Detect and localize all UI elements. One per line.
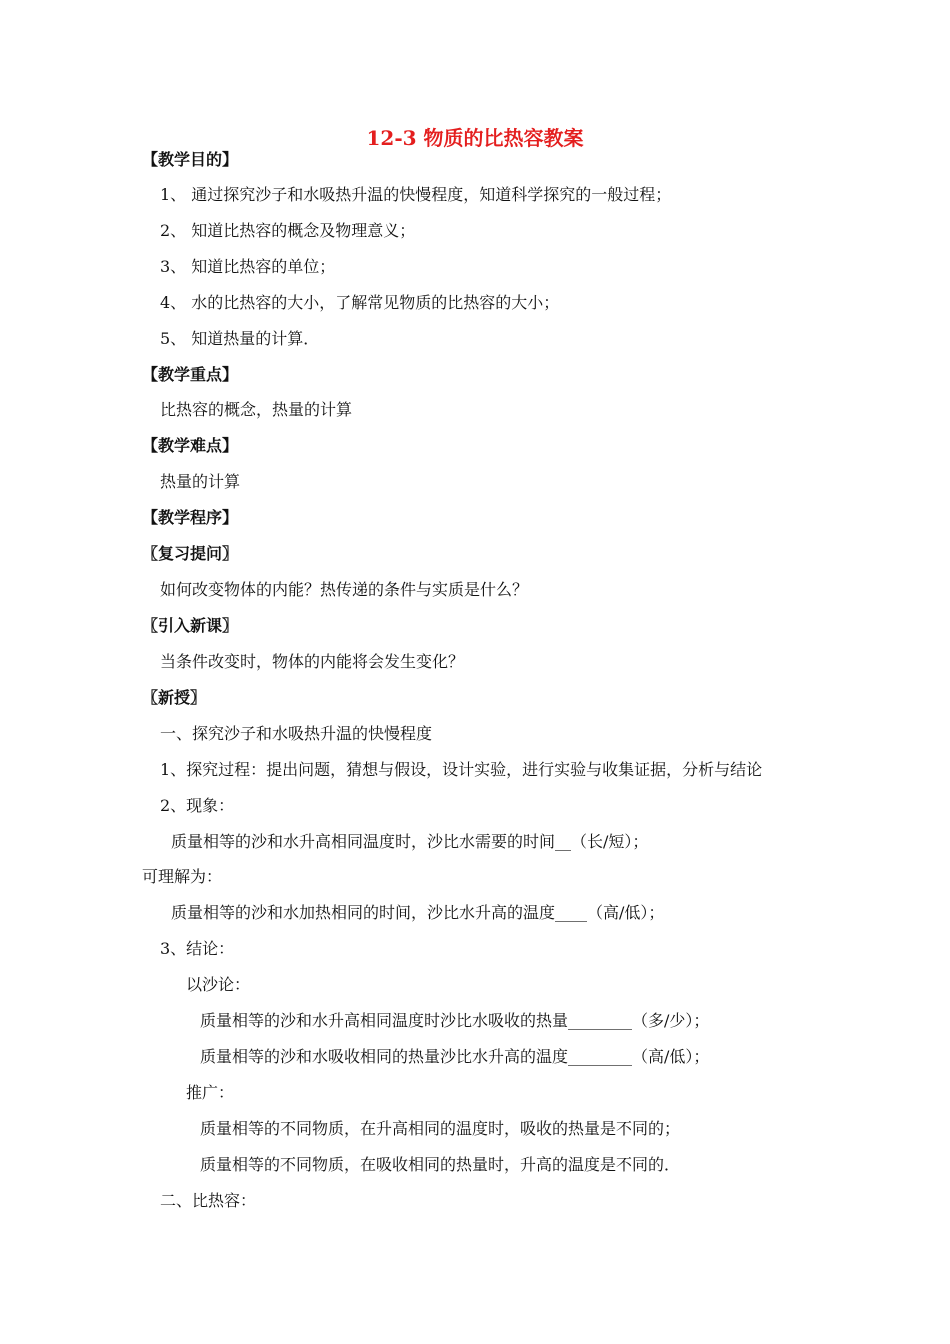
difficulty-heading: 【教学难点】 xyxy=(142,436,239,455)
conclusion-1-text: 质量相等的沙和水升高相同温度时沙比水吸收的热量________（多/少）； xyxy=(200,1011,710,1030)
new-lesson-heading: 〖新授〗 xyxy=(142,688,207,707)
goal-item-1: 1、 通过探究沙子和水吸热升温的快慢程度，知道科学探究的一般过程； xyxy=(160,185,672,204)
phenomenon-1-text: 质量相等的沙和水升高相同温度时，沙比水需要的时间__（长/短）； xyxy=(171,832,649,851)
review-heading: 〖复习提问〗 xyxy=(142,544,239,563)
generalization-2-text: 质量相等的不同物质，在吸收相同的热量时，升高的温度是不同的． xyxy=(200,1155,681,1174)
goal-item-4: 4、 水的比热容的大小，了解常见物质的比热容的大小； xyxy=(160,293,560,312)
review-text: 如何改变物体的内能？热传递的条件与实质是什么？ xyxy=(160,580,529,599)
phenomenon-2-text: 质量相等的沙和水加热相同的时间，沙比水升高的温度____（高/低）； xyxy=(171,903,665,922)
key-text: 比热容的概念，热量的计算 xyxy=(160,400,353,419)
procedure-heading: 【教学程序】 xyxy=(142,508,239,527)
conclusion-2-text: 质量相等的沙和水吸收相同的热量沙比水升高的温度________（高/低）； xyxy=(200,1047,710,1066)
step-2-text: 2、现象： xyxy=(160,796,235,815)
step-1-text: 1、探究过程：提出问题，猜想与假设，设计实验，进行实验与收集证据，分析与结论 xyxy=(160,760,763,779)
section-1-heading: 一、探究沙子和水吸热升温的快慢程度 xyxy=(160,724,433,743)
intro-text: 当条件改变时，物体的内能将会发生变化？ xyxy=(160,652,465,671)
intro-heading: 〖引入新课〗 xyxy=(142,616,239,635)
goal-item-5: 5、 知道热量的计算． xyxy=(160,329,320,348)
sand-conclusion-heading: 以沙论： xyxy=(186,975,251,994)
understand-label: 可理解为： xyxy=(142,867,223,886)
goal-item-2: 2、 知道比热容的概念及物理意义； xyxy=(160,221,416,240)
difficulty-text: 热量的计算 xyxy=(160,472,241,491)
generalization-1-text: 质量相等的不同物质，在升高相同的温度时，吸收的热量是不同的； xyxy=(200,1119,681,1138)
step-3-text: 3、结论： xyxy=(160,939,235,958)
section-2-heading: 二、比热容： xyxy=(160,1191,257,1210)
goal-item-3: 3、 知道比热容的单位； xyxy=(160,257,336,276)
goal-heading: 【教学目的】 xyxy=(142,150,239,169)
page-title: 12-3 物质的比热容教案 xyxy=(366,126,584,150)
generalization-heading: 推广： xyxy=(186,1083,235,1102)
key-heading: 【教学重点】 xyxy=(142,365,239,384)
